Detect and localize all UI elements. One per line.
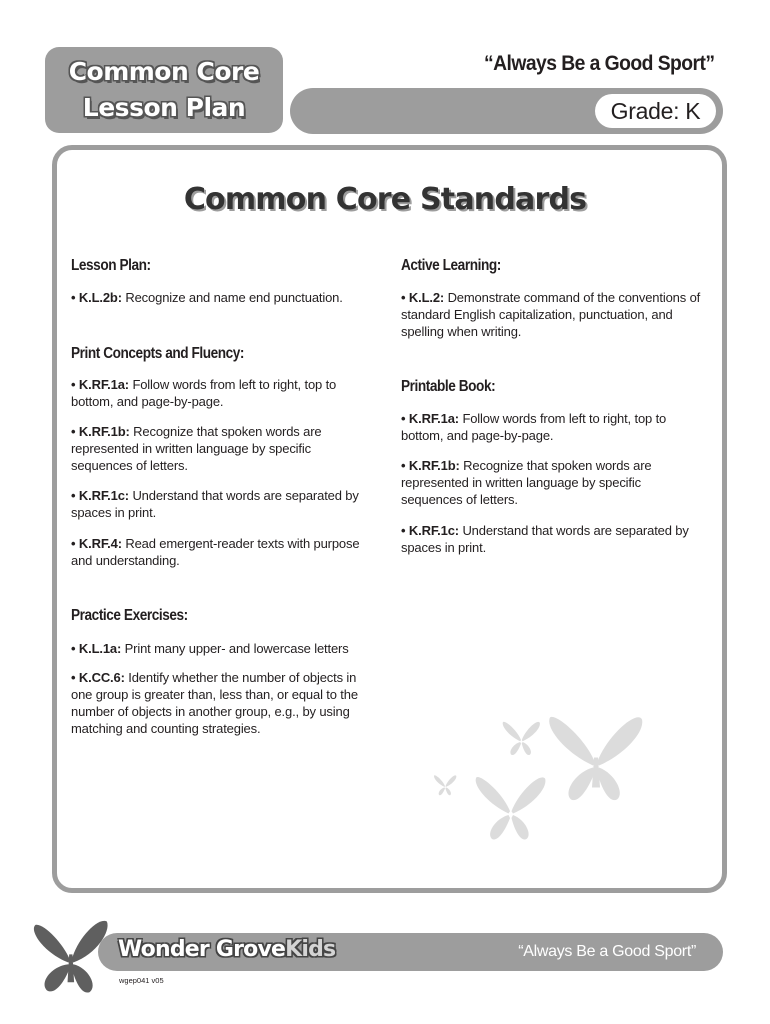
badge-line-1: Common Core: [68, 57, 260, 86]
butterfly-icon: [500, 718, 542, 758]
list-item: • K.RF.1c: Understand that words are separated by spaces in print.: [71, 488, 359, 520]
brand-logo: [118, 937, 335, 962]
lesson-plan-heading: Lesson Plan:: [71, 257, 151, 274]
brand-main: Wonder Grove: [118, 937, 286, 962]
page-title: Common Core Standards: [183, 182, 587, 217]
list-item: • K.RF.1a: Follow words from left to right, top to bottom, and page-by-page.: [71, 377, 337, 409]
practice-exercises-heading: Practice Exercises:: [71, 607, 188, 624]
butterfly-icon: [26, 915, 114, 997]
list-item: • K.RF.1c: Understand that words are separated by spaces in print.: [401, 523, 689, 555]
list-item: • K.RF.4: Read emergent-reader texts with purpose and understanding.: [71, 536, 360, 568]
grade-label: Grade: K: [595, 94, 716, 128]
footer-motto: “Always Be a Good Sport”: [518, 943, 696, 960]
list-item: • K.L.1a: Print many upper- and lowercase letters: [71, 641, 349, 656]
list-item: • K.CC.6: Identify whether the number of objects in one group is greater than, less than, or equal to the number of objects in another group, e.g., by using matching and counting strategies.: [71, 670, 358, 736]
printable-book-heading: Printable Book:: [401, 378, 496, 395]
header-motto: “Always Be a Good Sport”: [483, 52, 714, 75]
list-item: • K.L.2: Demonstrate command of the conventions of standard English capitalization, punctuation, and spelling when writing.: [401, 290, 701, 339]
butterfly-icon: [545, 700, 645, 815]
document-code: wgep041 v05: [119, 976, 164, 985]
lesson-plan-badge: [45, 47, 283, 133]
list-item: • K.RF.1b: Recognize that spoken words are represented in written language by specific sequences of letters.: [401, 458, 652, 507]
print-concepts-heading: Print Concepts and Fluency:: [71, 345, 245, 362]
list-item: • K.L.2b: Recognize and name end punctuation.: [71, 290, 343, 305]
list-item: • K.RF.1b: Recognize that spoken words are represented in written language by specific sequences of letters.: [71, 424, 322, 473]
butterfly-icon: [470, 770, 550, 845]
brand-kids: Kids: [285, 937, 336, 962]
butterfly-icon: [432, 773, 458, 797]
badge-line-2: Lesson Plan: [82, 93, 246, 122]
list-item: • K.RF.1a: Follow words from left to right, top to bottom, and page-by-page.: [401, 411, 667, 443]
active-learning-heading: Active Learning:: [401, 257, 501, 274]
